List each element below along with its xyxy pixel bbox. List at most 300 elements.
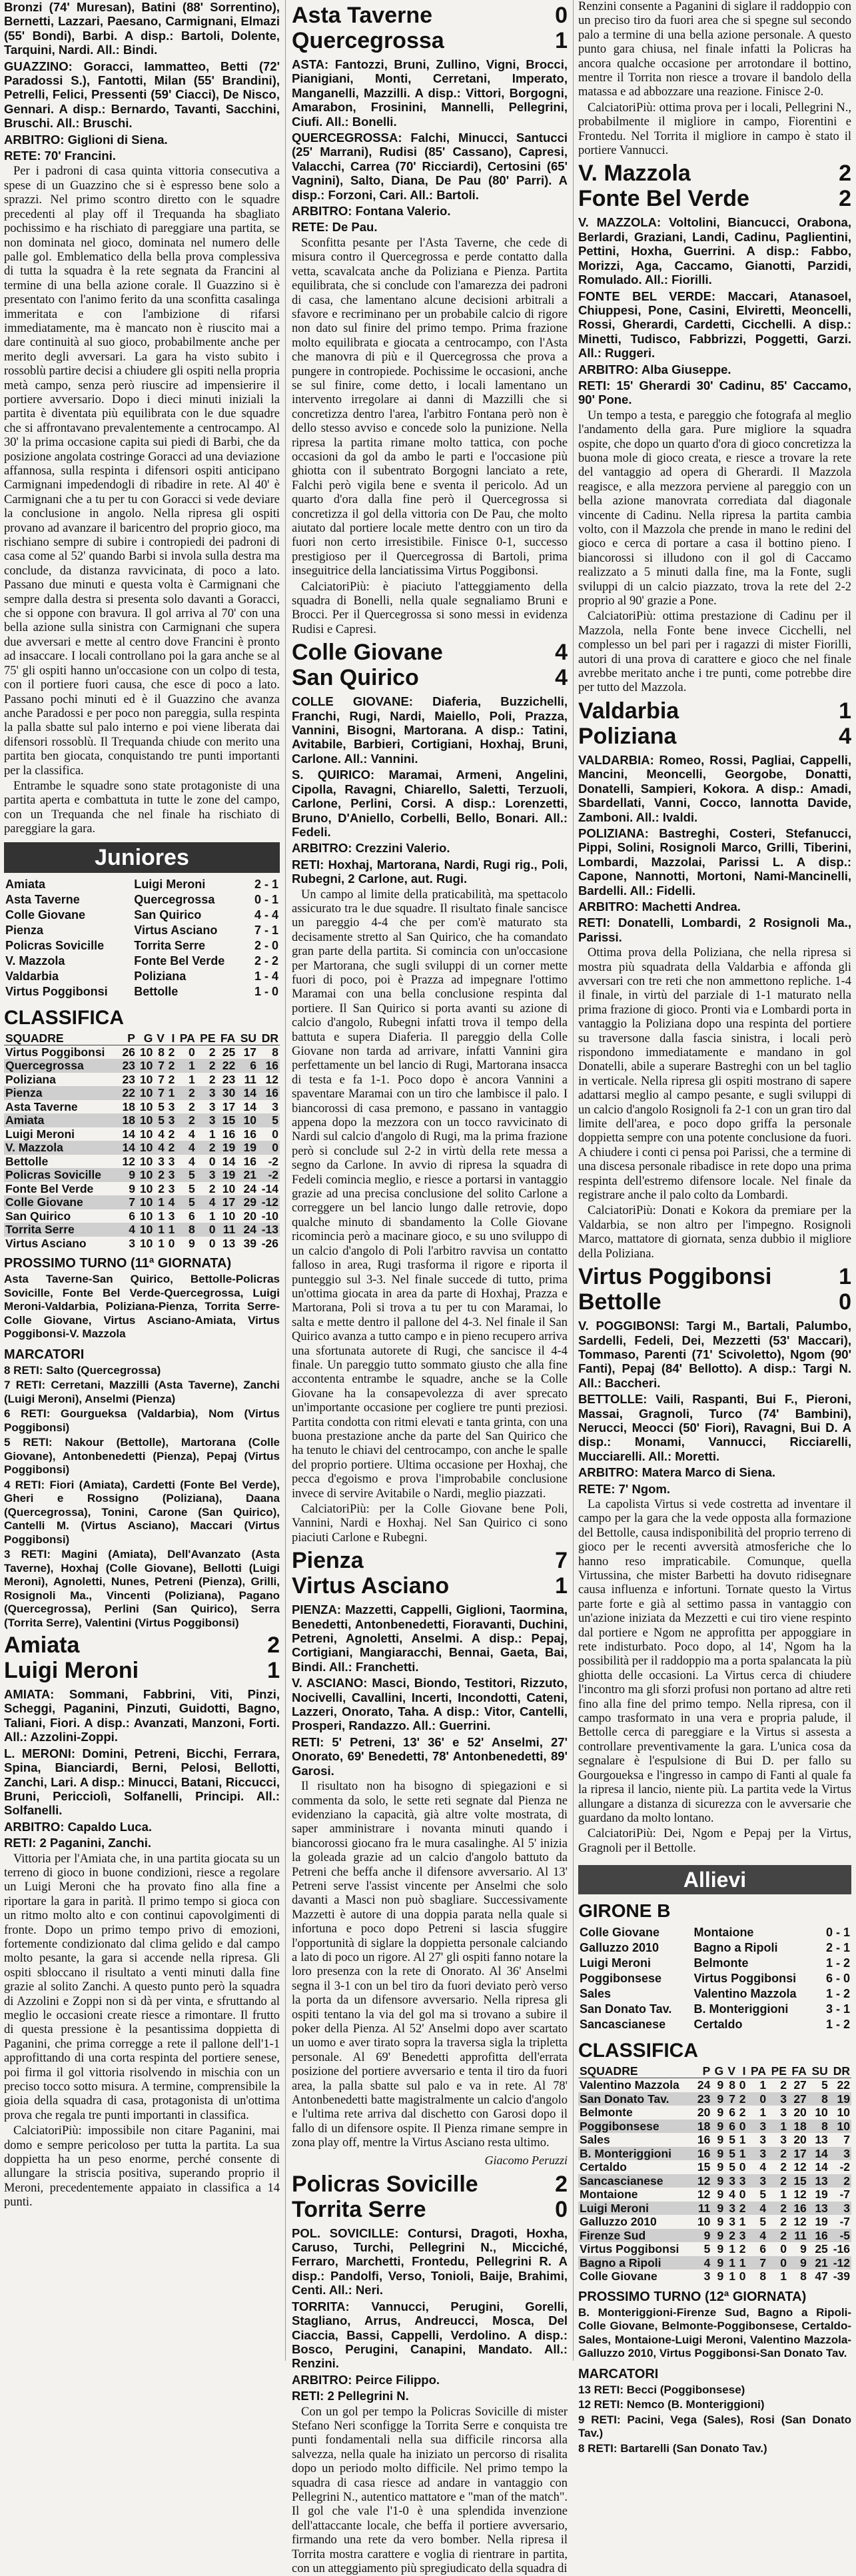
goals: RETI: 2 Pellegrini N. — [292, 2389, 409, 2403]
stat-cell: 0 — [739, 2078, 746, 2092]
stat-cell: 16 — [697, 2133, 711, 2147]
lineup: V. ASCIANO: Masci, Biondo, Testitori, Rizzuto, Nocivelli, Cavallini, Incerti, Incondotti, Cateni, Lazzeri, Onorato, Taha. A disp.: Vitor, Cantelli, Prosperi, Randazzo. All.: Guerrini. — [292, 1676, 568, 1733]
stat-cell: 3 — [780, 2133, 787, 2147]
stat-cell: 7 — [158, 1072, 165, 1086]
stat-cell: 14 — [808, 2147, 829, 2161]
stat-cell: 5 — [821, 2078, 828, 2092]
stat-cell: 0 — [197, 1223, 217, 1237]
away-team: Virtus Poggibonsi — [693, 1972, 797, 1986]
results-table — [4, 877, 280, 999]
lineup: Bronzi (74' Muresan), Batini (88' Sorrentino), Bernetti, Lazzari, Paesano, Carmignani, Elmazi (55' Bondi), Barbi. A disp.: Bartoli, Dolente, Tarquini, Nardi. All.: Bindi. — [4, 0, 280, 57]
stat-cell: 8 — [808, 2092, 829, 2106]
standings-table — [4, 1031, 280, 1251]
away-score: 2 — [839, 186, 851, 212]
stat-cell: 26 — [122, 1045, 135, 1059]
stat-cell: 10 — [139, 1236, 153, 1250]
standings-row — [578, 2256, 851, 2270]
standings-row — [578, 2092, 851, 2106]
goals: RETI: Donatelli, Lombardi, 2 Rosignoli Ma., Parissi. — [578, 916, 851, 944]
away-score: 4 — [839, 723, 851, 749]
stat-cell: 9 — [711, 2256, 725, 2270]
stat-cell: -14 — [261, 1181, 278, 1195]
stat-cell: 9 — [189, 1236, 195, 1250]
stat-cell: 10 — [139, 1045, 153, 1059]
stat-cell: 2 — [739, 2106, 746, 2120]
stat-cell: 0 — [209, 1154, 216, 1168]
stat-cell: -2 — [839, 2160, 850, 2174]
stat-cell: 12 — [697, 2188, 711, 2202]
home-team: Colle Giovane — [5, 908, 86, 922]
stat-cell: 5 — [176, 1168, 196, 1182]
stat-cell: 23 — [122, 1072, 135, 1086]
stat-cell: 4 — [747, 2229, 768, 2243]
standings-title: CLASSIFICA — [578, 2040, 698, 2062]
stat-cell: 29 — [236, 1195, 258, 1209]
away-team: Poliziana — [134, 969, 187, 983]
next-round-text: B. Monteriggioni-Firenze Sud, Bagno a Ripoli-Colle Giovane, Belmonte-Poggibonsese, Certaldo-Sales, Montaione-Luigi Meroni, Valentino Mazzola-Galluzzo 2010, Virtus Poggibonsi-San Donato Tav. — [578, 2305, 851, 2360]
score: 1 - 4 — [254, 969, 278, 983]
team-name: Bettolle — [5, 1154, 49, 1168]
referee: ARBITRO: Machetti Andrea. — [578, 899, 741, 914]
column-header: FA — [217, 1031, 237, 1045]
stat-cell: -12 — [258, 1195, 280, 1209]
score: 7 - 1 — [254, 923, 278, 937]
stat-cell: 9 — [717, 2269, 724, 2283]
stat-cell: 3 — [747, 2120, 768, 2134]
score: 2 - 1 — [825, 1941, 850, 1955]
stat-cell: 1 — [729, 2242, 736, 2256]
column-header: DR — [258, 1031, 280, 1045]
score: 1 - 2 — [825, 1956, 850, 1970]
team-name: V. Mazzola — [4, 1141, 119, 1155]
referee: ARBITRO: Giglioni di Siena. — [4, 132, 168, 147]
column-header: PA — [747, 2064, 768, 2078]
article-paragraph: CalciatoriPiù: impossibile non citare Paganini, mai domo e sempre pericoloso per tutta la partita. La sua doppietta ha un peso enorme, perché consente di allungare la striscia positiva, superando proprio il Meroni, precedentemente appaiato in classifica a 14 punti. — [4, 2124, 280, 2210]
stat-cell: 4 — [694, 2256, 712, 2270]
team-name: Certaldo — [580, 2160, 627, 2174]
standings-row — [4, 1155, 280, 1169]
stat-cell: 2 — [176, 1113, 196, 1127]
stat-cell: 2 — [158, 1181, 165, 1195]
result-row — [4, 954, 280, 969]
home-team: V. Mazzola — [5, 954, 65, 967]
home-team: Amiata — [4, 1632, 80, 1658]
stat-cell: 9 — [788, 2256, 808, 2270]
article-paragraph: La capolista Virtus si vede costretta ad inventare il campo per la gara che la vede opposta alla formazione del Bettolle, causa indisponibilità del proprio terreno di gioco per le recenti avversità atmosferiche che lo hanno reso impraticabile. Comunque, quella Virtussina, che mister Barbetti ha dovuto ridisegnare causa influenza e infortuni. Tornate questo la Virtus parte forte e già al settimo passa in vantaggio con un'azione iniziata da Mezzetti e cui tiro viene respinto dal portiere e Ngom ne approfitta per appoggiare in rete indisturbato. Poco dopo, al 14', Ngom ha la possibilità per il raddoppio ma a porta spalancata la più ghiotta delle occasioni. La Virtus cerca di chiudere l'incontro ma gli sforzi profusi non portano ad altre reti fino alla fine del primo tempo. Nella ripresa, con il campo trasformato in una vera e propria palude, il Bettolle cerca di pareggiare e la Virtus si assesta a controllare preventivamente la gara. L'unica cosa da segnalare è l'espulsione di Bui D. per fallo su Gourgoueksa e l'ingresso in campo di Fanti al quale fa la ripresa il lancio, niente più. La partita vede la Virtus allungare a distanza di sicurezza con le avversarie che guardano da molto lontano. — [578, 1497, 851, 1825]
score: 2 - 0 — [254, 938, 278, 952]
team-name: Fonte Bel Verde — [5, 1181, 94, 1195]
stat-cell: 5 — [759, 2188, 767, 2202]
column-header: PE — [197, 1031, 217, 1045]
stat-cell: 2 — [176, 1086, 196, 1100]
referee: ARBITRO: Fontana Valerio. — [292, 204, 451, 219]
home-team: Galluzzo 2010 — [580, 1941, 659, 1955]
goals: RETI: 5' Petreni, 13' 36' e 52' Anselmi, 27' Onorato, 69' Benedetti, 78' Antonbenedetti, 89' Garosi. — [292, 1734, 568, 1778]
scorer-entry: 7 RETI: Cerretani, Mazzilli (Asta Taverne), Zanchi (Luigi Meroni), Anselmi (Pienza) — [4, 1379, 280, 1405]
stat-cell: 3 — [168, 1181, 175, 1195]
away-team: Bagno a Ripoli — [693, 1941, 778, 1955]
stat-cell: 5 — [176, 1195, 196, 1209]
result-row — [578, 1940, 851, 1956]
stat-cell: 22 — [837, 2078, 850, 2092]
match-header — [292, 2172, 568, 2222]
stat-cell: 0 — [737, 2120, 747, 2134]
stat-cell: 27 — [793, 2078, 807, 2092]
column-header: G — [711, 2064, 725, 2078]
stat-cell: 7 — [747, 2256, 768, 2270]
standings-row — [578, 2160, 851, 2174]
stat-cell: 23 — [222, 1072, 236, 1086]
lineup: V. MAZZOLA: Voltolini, Biancucci, Orabona, Berlardi, Graziani, Landi, Cadinu, Paglientini, Pettini, Hoxha, Guerrini. A disp.: Fabbo, Morizzi, Aga, Caccamo, Gianotti, Parzidi, Romulado. All.: Fiorilli. — [578, 215, 851, 287]
stat-cell: 10 — [139, 1154, 153, 1168]
stat-cell: 15 — [697, 2160, 711, 2174]
stat-cell: 7 — [154, 1086, 166, 1100]
standings-row — [578, 2242, 851, 2256]
column-1 — [4, 0, 280, 2361]
stat-cell: 0 — [168, 1236, 175, 1250]
standings-row — [578, 2202, 851, 2216]
team-name: Luigi Meroni — [578, 2202, 694, 2216]
stat-cell: 3 — [209, 1099, 216, 1113]
home-team: Asta Taverne — [5, 892, 80, 906]
team-name: Torrita Serre — [4, 1223, 119, 1237]
stat-cell: 0 — [767, 2256, 788, 2270]
stat-cell: 1 — [737, 2256, 747, 2270]
stat-cell: 0 — [739, 2269, 746, 2283]
lineup: FONTE BEL VERDE: Maccari, Atanasoel, Chiuppesi, Pone, Casini, Elviretti, Meoncelli, Rossi, Gherardi, Cardetti, Cicchelli. A disp.: Minetti, Tudisco, Fabbrizzi, Poggetti, Garzi. All.: Ruggeri. — [578, 289, 851, 360]
stat-cell: 6 — [236, 1059, 258, 1073]
stat-cell: 0 — [747, 2092, 768, 2106]
stat-cell: 30 — [217, 1086, 237, 1100]
home-team: Pienza — [292, 1548, 364, 1574]
stat-cell: 16 — [258, 1059, 280, 1073]
stat-cell: 8 — [158, 1045, 165, 1059]
stat-cell: 17 — [217, 1195, 237, 1209]
stat-cell: 3 — [158, 1154, 165, 1168]
home-team: Colle Giovane — [580, 1926, 660, 1940]
stat-cell: 3 — [166, 1168, 176, 1182]
stat-cell: 3 — [197, 1168, 217, 1182]
stat-cell: 7 — [154, 1059, 166, 1073]
stat-cell: 5 — [158, 1099, 165, 1113]
stat-cell: 24 — [243, 1181, 257, 1195]
stat-cell: 20 — [793, 2106, 807, 2120]
standings-row — [4, 1059, 280, 1073]
stat-cell: 1 — [154, 1195, 166, 1209]
article-paragraph: CalciatoriPiù: Donati e Kokora da premiare per la Valdarbia, se non altro per l'impegno. Rosignoli Marco, mattatore di giornata, senza dubbio il migliore della Poliziana. — [578, 1204, 851, 1261]
stat-cell: 0 — [258, 1141, 280, 1155]
stat-cell: 3 — [197, 1086, 217, 1100]
stat-cell: 1 — [166, 1223, 176, 1237]
stat-cell: 5 — [759, 2215, 767, 2229]
stat-cell: 18 — [122, 1099, 135, 1113]
stat-cell: 1 — [176, 1059, 196, 1073]
stat-cell: -7 — [839, 2215, 850, 2229]
standings-row — [4, 1045, 280, 1059]
stat-cell: 2 — [739, 2242, 746, 2256]
team-name: Poliziana — [5, 1072, 56, 1086]
stat-cell: 8 — [176, 1223, 196, 1237]
team-name: Asta Taverne — [5, 1099, 78, 1113]
column-header: SU — [236, 1031, 258, 1045]
score: 1 - 0 — [254, 984, 278, 998]
away-team: Torrita Serre — [134, 938, 205, 952]
column-header: PA — [176, 1031, 196, 1045]
stat-cell: 19 — [217, 1168, 237, 1182]
stat-cell: -12 — [829, 2256, 851, 2270]
team-name: Quercegrossa — [4, 1059, 119, 1073]
stat-cell: 4 — [189, 1154, 195, 1168]
stat-cell: 6 — [725, 2120, 737, 2134]
scorer-entry: 4 RETI: Fiori (Amiata), Cardetti (Fonte Bel Verde), Gheri e Rossigno (Poliziana), Daana (Quercegrossa), Tonini, Carone (San Quirico), Cantelli M. (Virtus Asciano), Maccari (Virtus Poggibonsi) — [4, 1478, 280, 1546]
stat-cell: 1 — [780, 2188, 787, 2202]
group-title: GIRONE B — [578, 1900, 671, 1922]
team-name: Luigi Meroni — [5, 1127, 75, 1141]
standings-row — [578, 2229, 851, 2243]
home-team: Poggibonsese — [580, 1972, 662, 1986]
stat-cell: 47 — [815, 2269, 828, 2283]
stat-cell: 25 — [815, 2242, 828, 2256]
away-team: Quercegrossa — [134, 892, 215, 906]
away-score: 4 — [555, 665, 568, 691]
team-name: Sales — [580, 2133, 610, 2147]
stat-cell: 9 — [711, 2202, 725, 2216]
stat-cell: 16 — [243, 1127, 257, 1141]
stat-cell: 14 — [122, 1127, 135, 1141]
column-divider — [573, 0, 574, 2361]
stat-cell: 7 — [119, 1195, 137, 1209]
stat-cell: -7 — [839, 2188, 850, 2202]
stat-cell: 1 — [209, 1127, 216, 1141]
standings-row — [578, 2188, 851, 2202]
stat-cell: 3 — [725, 2202, 737, 2216]
stat-cell: 19 — [236, 1141, 258, 1155]
result-row — [578, 1971, 851, 1986]
stat-cell: 10 — [139, 1099, 153, 1113]
score: 3 - 1 — [825, 2002, 850, 2016]
result-row — [4, 908, 280, 923]
away-team: Montaione — [693, 1926, 754, 1940]
stat-cell: 2 — [168, 1127, 175, 1141]
scorers-list — [578, 2383, 851, 2456]
scorer-entry: 12 RETI: Nemco (B. Monteriggioni) — [578, 2398, 765, 2411]
result-row — [4, 892, 280, 908]
stat-cell: 0 — [739, 2188, 746, 2202]
lineup: BETTOLLE: Vaili, Raspanti, Bui F., Pieroni, Massai, Gragnoli, Turco (74' Bambini), Nerucci, Meocci (50' Fiori), Ravagni, Bui D. A disp.: Monami, Vannucci, Ricciarelli, Mucciarelli. All.: Moretti. — [578, 1392, 851, 1463]
result-row — [578, 2002, 851, 2017]
home-team: Virtus Poggibonsi — [5, 984, 108, 998]
stat-cell: 5 — [703, 2242, 711, 2256]
standings-row — [4, 1237, 280, 1251]
stat-cell: 9 — [717, 2160, 724, 2174]
stat-cell: 14 — [243, 1099, 257, 1113]
team-name: San Donato Tav. — [578, 2092, 694, 2106]
scorer-entry: 5 RETI: Nakour (Bettolle), Martorana (Colle Giovane), Antonbenedetti (Pienza), Pepaj (Virtus Poggibonsi) — [4, 1436, 280, 1477]
stat-cell: 8 — [800, 2269, 807, 2283]
standings-row — [4, 1113, 280, 1127]
next-round-title: PROSSIMO TURNO (11ª GIORNATA) — [4, 1256, 232, 1271]
stat-cell: 18 — [788, 2120, 808, 2134]
stat-cell: -5 — [829, 2229, 851, 2243]
goals: RETI: 15' Gherardi 30' Cadinu, 85' Caccamo, 90' Pone. — [578, 378, 851, 407]
stat-cell: 39 — [243, 1236, 257, 1250]
stat-cell: 5 — [189, 1181, 195, 1195]
team-name: Pienza — [4, 1086, 119, 1100]
stat-cell: -16 — [833, 2242, 850, 2256]
stat-cell: 16 — [222, 1127, 236, 1141]
stat-cell: 4 — [747, 2202, 768, 2216]
score: 1 - 2 — [825, 1987, 850, 2001]
stat-cell: 10 — [137, 1059, 154, 1073]
away-team: San Quirico — [292, 665, 419, 691]
stat-cell: 1 — [739, 2215, 746, 2229]
stat-cell: 6 — [129, 1209, 135, 1223]
stat-cell: 10 — [815, 2106, 828, 2120]
goals: RETI: Hoxhaj, Martorana, Nardi, Rugi rig., Poli, Rubegni, 2 Carlone, aut. Rugi. — [292, 857, 568, 886]
stat-cell: 3 — [129, 1236, 135, 1250]
scorers-title: MARCATORI — [4, 1347, 85, 1362]
lineup: COLLE GIOVANE: Diaferia, Buzzichelli, Franchi, Rugi, Nardi, Maiello, Poli, Prazza, Vannini, Bisogni, Martorana. A disp.: Tatini, Avitabile, Barbieri, Cortigiani, Hoxhaj, Bruni, Carlone. All.: Vannini. — [292, 694, 568, 766]
referee: ARBITRO: Alba Giuseppe. — [578, 362, 731, 376]
stat-cell: 9 — [717, 2188, 724, 2202]
lineup: GUAZZINO: Goracci, Iammatteo, Betti (72' Paradossi S.), Fantotti, Milan (55' Brandini), Petrelli, Felici, Pressenti (59' Ciacci), De Nisco, Gennari. A disp.: Bernardo, Tavanti, Sacchini, Bruschi. All.: Bruschi. — [4, 59, 280, 131]
stat-cell: 10 — [236, 1113, 258, 1127]
stat-cell: 2 — [737, 2092, 747, 2106]
goals: RETI: 2 Paganini, Zanchi. — [4, 1836, 152, 1850]
column-header: V — [725, 2064, 737, 2078]
stat-cell: 2 — [189, 1099, 195, 1113]
stat-cell: 23 — [119, 1059, 137, 1073]
team-name: San Quirico — [5, 1209, 71, 1223]
team-name: B. Monteriggioni — [578, 2147, 694, 2161]
standings-row — [578, 2120, 851, 2134]
home-score: 7 — [555, 1548, 568, 1574]
away-team: Fonte Bel Verde — [578, 186, 749, 212]
away-team: Fonte Bel Verde — [134, 954, 225, 967]
column-header: DR — [829, 2064, 851, 2078]
stat-cell: 7 — [843, 2133, 850, 2147]
stat-cell: 17 — [788, 2147, 808, 2161]
away-team: San Quirico — [134, 908, 202, 922]
stat-cell: 5 — [154, 1113, 166, 1127]
home-team: Pienza — [5, 923, 44, 937]
match-header — [292, 3, 568, 53]
stat-cell: 9 — [711, 2120, 725, 2134]
column-header: I — [737, 2064, 747, 2078]
home-team: San Donato Tav. — [580, 2002, 672, 2016]
stat-cell: 8 — [759, 2269, 767, 2283]
stat-cell: 4 — [166, 1195, 176, 1209]
stat-cell: 10 — [837, 2106, 850, 2120]
stat-cell: 6 — [729, 2106, 736, 2120]
home-team: Virtus Poggibonsi — [578, 1264, 772, 1290]
stat-cell: 21 — [236, 1168, 258, 1182]
stat-cell: 3 — [166, 1113, 176, 1127]
standings-row — [578, 2106, 851, 2120]
stat-cell: 6 — [189, 1209, 195, 1223]
stat-cell: 24 — [697, 2078, 711, 2092]
standings-row — [578, 2174, 851, 2188]
stat-cell: -10 — [261, 1209, 278, 1223]
article-paragraph: Vittoria per l'Amiata che, in una partita giocata su un terreno di gioco in buone condizioni, riesce a regolare un Luigi Meroni che ha provato fino alla fine a riportare la gara in parità. Il primo tempo si gioca con un ritmo molto alto e con continui capovolgimenti di fronte. Dopo un primo tempo privo di emozioni, fortemente condizionato dal clima gelido e dal campo molto pesante, la gara si accende nella ripresa. Gli ospiti sbloccano il risultato a venti minuti dalla fine grazie al solito Zanchi. A questo punto però la squadra di Azzolini e Zoppi non si dà per vinta, e sfruttando al meglio le occasioni create riesce a rimontare. Il frutto di questa pressione è la pesantissima doppietta di Paganini, che prima corregge a rete il pallone dell'1-1 approfittando di una corta respinta del portiere senese, poi firma il gol vittoria risolvendo in mischia con un preciso tocco sotto misura. A termine, comprensibile la gioia della squadra di casa, protagonista di un'ottima prova che regala tre punti importanti in classifica. — [4, 1852, 280, 2122]
stat-cell: 19 — [815, 2188, 828, 2202]
stat-cell: 10 — [137, 1195, 154, 1209]
home-score: 1 — [839, 698, 851, 724]
stat-cell: 14 — [236, 1086, 258, 1100]
stat-cell: 9 — [711, 2174, 725, 2188]
column-header: SQUADRE — [4, 1031, 119, 1045]
scorer-entry: 8 RETI: Salto (Quercegrossa) — [4, 1363, 161, 1377]
result-row — [4, 923, 280, 938]
result-row — [4, 969, 280, 984]
next-round-text: Asta Taverne-San Quirico, Bettolle-Policras Sovicille, Fonte Bel Verde-Quercegrossa, Luigi Meroni-Valdarbia, Poliziana-Pienza, Torrita Serre-Colle Giovane, Virtus Asciano-Amiata, Virtus Poggibonsi-V. Mazzola — [4, 1273, 280, 1341]
section-banner-allievi: Allievi — [578, 1865, 851, 1894]
home-score: 2 — [555, 2171, 568, 2197]
standings-row — [4, 1182, 280, 1196]
stat-cell: 16 — [258, 1086, 280, 1100]
stat-cell: 2 — [780, 2160, 787, 2174]
stat-cell: 13 — [815, 2133, 828, 2147]
stat-cell: 8 — [272, 1045, 278, 1059]
team-name: Montaione — [580, 2188, 638, 2202]
stat-cell: 3 — [780, 2106, 787, 2120]
lineup: POLIZIANA: Bastreghi, Costeri, Stefanucci, Pippi, Solini, Rosignoli Marco, Grilli, Tiberini, Lombardi, Mazzolai, Parissi L. A disp.: Capone, Nannotti, Mortoni, Nami-Mancinelli, Bardelli. All.: Fidelli. — [578, 826, 851, 898]
away-score: 1 — [555, 28, 568, 53]
team-name: Virtus Asciano — [5, 1236, 87, 1250]
referee: ARBITRO: Peirce Filippo. — [292, 2372, 440, 2387]
stat-cell: 10 — [137, 1168, 154, 1182]
lineup: TORRITA: Vannucci, Perugini, Gorelli, Stagliano, Arrus, Andreucci, Mosca, Del Ciaccia, Bassi, Cappelli, Verdolino. A disp.: Bosco, Perugini, Canapini, Mandato. All.: Renzini. — [292, 2299, 568, 2371]
column-header: P — [694, 2064, 712, 2078]
stat-cell: 1 — [725, 2256, 737, 2270]
stat-cell: 8 — [808, 2120, 829, 2134]
stat-cell: 4 — [189, 1127, 195, 1141]
stat-cell: 10 — [139, 1181, 153, 1195]
away-team: Virtus Asciano — [292, 1573, 450, 1599]
stat-cell: 22 — [217, 1059, 237, 1073]
stat-cell: 2 — [197, 1141, 217, 1155]
article-paragraph: Ottima prova della Poliziana, che nella ripresa si mostra più squadrata della Valdarbia e affonda gli avversari con tre reti che non ammettono repliche. 1-4 il finale, in virtù del parziale di 1-1 maturato nella prima frazione di gioco. Pronti via e Lombardi porta in vantaggio la Poliziana dopo una respinta del portiere su traversone dalla fascia sinistra, i locali però rispondono immediatamente e mandano in gol Donatelli, abile a superare Bastreghi con un bel taglio in verticale. Nella ripresa gli ospiti mostrano di sapere adattarsi meglio al campo pesante, e sugli sviluppi di un calcio d'angolo Rosignoli fa 2-1 con un gran tiro dal limite dell'area, e poco dopo griffa la personale doppietta sempre con una potente conclusione da fuori. A chiudere i conti ci pensa poi Parissi, che a termine di una discesa personale ribadisce in rete dopo una prima respinta dell'estremo difensore locale. Nel finale da registrare anche il palo colto da Lombardi. — [578, 946, 851, 1203]
column-header: FA — [788, 2064, 808, 2078]
stat-cell: 12 — [793, 2160, 807, 2174]
scorers-title: MARCATORI — [578, 2366, 659, 2381]
stat-cell: 1 — [729, 2269, 736, 2283]
home-team: Asta Taverne — [292, 3, 433, 28]
stat-cell: 2 — [209, 1072, 216, 1086]
result-row — [578, 1986, 851, 2002]
article-paragraph: CalciatoriPiù: è piaciuto l'atteggiamento della squadra di Bonelli, nella quale segnaliamo Bruni e Brocci. Per il Quercegrossa si sono messi in evidenza Rudisi e Capresi. — [292, 580, 568, 636]
stat-cell: -26 — [261, 1236, 278, 1250]
stat-cell: 13 — [808, 2174, 829, 2188]
stat-cell: 10 — [139, 1072, 153, 1086]
stat-cell: 3 — [737, 2229, 747, 2243]
stat-cell: 12 — [793, 2188, 807, 2202]
article-paragraph: CalciatoriPiù: ottima prestazione di Cadinu per il Mazzola, nella Fonte bene invece Cicchelli, nel complesso un bel pari per i ragazzi di mister Fiorilli, autori di una prova di carattere e gioco che nel finale avrebbe meritato anche i tre punti, come potrebbe dire per tutto del Mazzola. — [578, 610, 851, 695]
stat-cell: 18 — [694, 2120, 712, 2134]
stat-cell: 25 — [222, 1045, 236, 1059]
stat-cell: 2 — [725, 2229, 737, 2243]
standings-row — [4, 1073, 280, 1087]
stat-cell: 6 — [759, 2242, 767, 2256]
standings-table — [578, 2064, 851, 2283]
stat-cell: 18 — [119, 1113, 137, 1127]
referee: ARBITRO: Capaldo Luca. — [4, 1819, 153, 1834]
stat-cell: 8 — [729, 2078, 736, 2092]
stat-cell: 5 — [729, 2160, 736, 2174]
stat-cell: 19 — [815, 2215, 828, 2229]
stat-cell: 12 — [694, 2174, 712, 2188]
scorer-entry: 6 RETI: Gourgueksa (Valdarbia), Nom (Virtus Poggibonsi) — [4, 1407, 280, 1434]
